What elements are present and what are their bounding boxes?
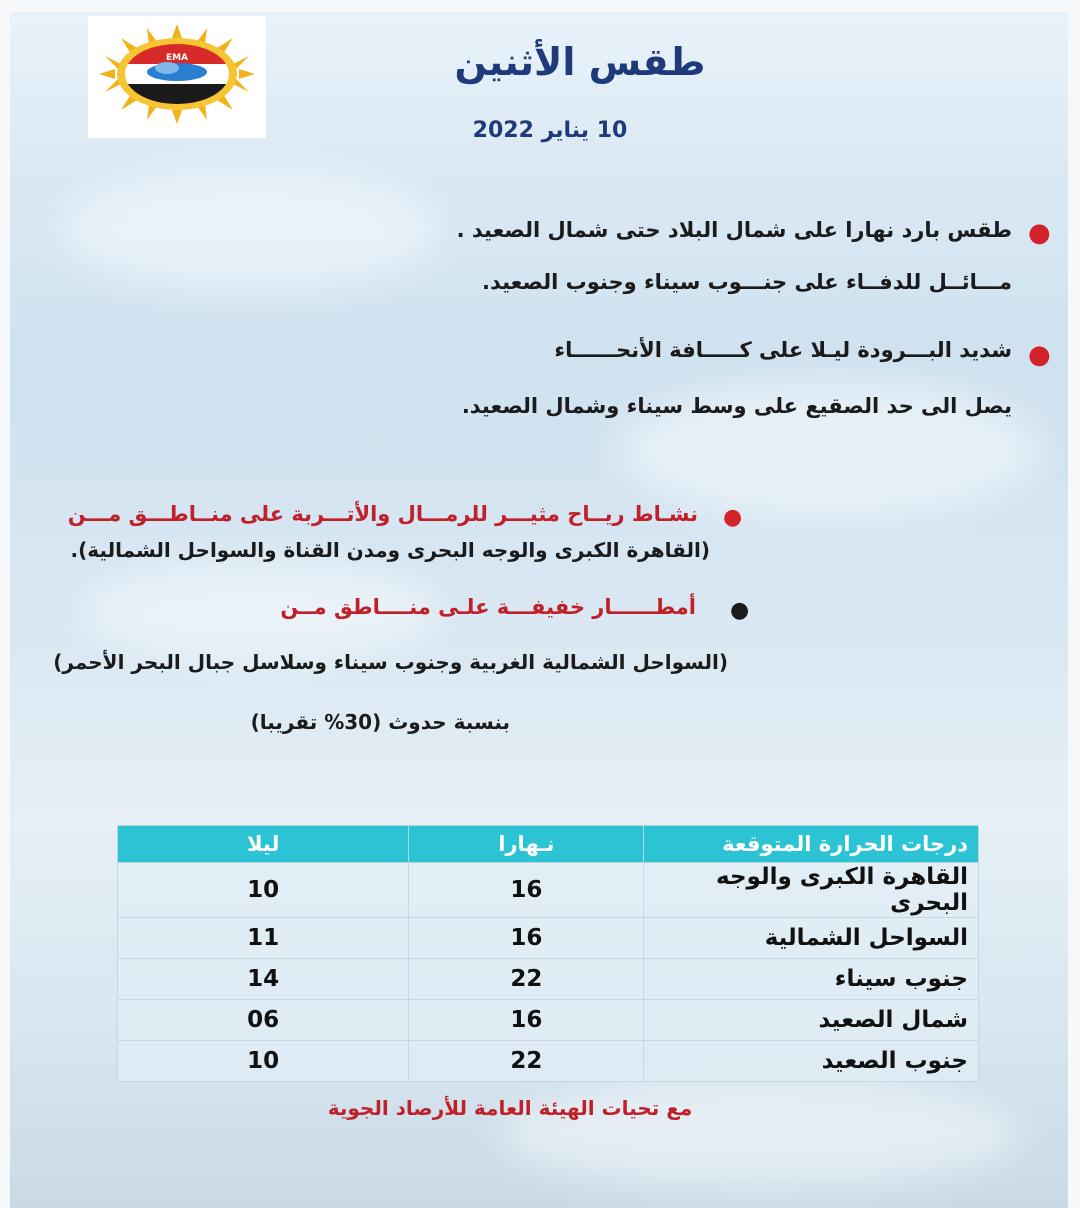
forecast-date: 10 يناير 2022 xyxy=(472,118,628,143)
region-cell: جنوب سيناء xyxy=(644,959,979,1000)
wind-warning-line1: نشـاط ريــاح مثيـــر للرمـــال والأتـــربة على منــاطـــق مـــن xyxy=(67,502,698,526)
frame-top xyxy=(0,0,1080,12)
bullet-icon: ● xyxy=(1028,340,1051,370)
rain-warning-line1: أمطــــــار خفيفـــة علـى منــــاطق مــن xyxy=(280,595,696,619)
rain-probability: بنسبة حدوث (30% تقريبا) xyxy=(250,710,510,734)
region-cell: جنوب الصعيد xyxy=(644,1041,979,1082)
day-temp-cell: 16 xyxy=(409,1000,644,1041)
table-row xyxy=(118,918,979,959)
cloud xyxy=(60,170,440,290)
table-header-row xyxy=(118,826,979,863)
region-cell: شمال الصعيد xyxy=(644,1000,979,1041)
forecast-2-line2: يصل الى حد الصقيع على وسط سيناء وشمال الصعيد. xyxy=(461,394,1012,418)
ema-logo xyxy=(88,16,266,138)
bullet-icon: ● xyxy=(730,598,750,623)
footer-greeting: مع تحيات الهيئة العامة للأرصاد الجوية xyxy=(327,1096,693,1120)
table-row xyxy=(118,959,979,1000)
forecast-1-line1: طقس بارد نهارا على شمال البلاد حتى شمال الصعيد . xyxy=(456,218,1012,242)
night-temp-cell: 10 xyxy=(118,1041,409,1082)
table-row xyxy=(118,1000,979,1041)
header-day: نـهارا xyxy=(409,826,644,863)
frame-left xyxy=(0,0,10,1208)
region-cell: السواحل الشمالية xyxy=(644,918,979,959)
day-temp-cell: 22 xyxy=(409,1041,644,1082)
frame-right xyxy=(1068,0,1080,1208)
day-temp-cell: 16 xyxy=(409,863,644,918)
page-title: طقس الأثنين xyxy=(454,40,706,84)
temperature-table xyxy=(117,825,979,1082)
region-cell: القاهرة الكبرى والوجه البحرى xyxy=(644,863,979,918)
day-temp-cell: 16 xyxy=(409,918,644,959)
night-temp-cell: 14 xyxy=(118,959,409,1000)
night-temp-cell: 11 xyxy=(118,918,409,959)
forecast-2-line1: شديد البـــرودة ليـلا على كـــــافة الأنحــــــاء xyxy=(554,338,1012,362)
night-temp-cell: 06 xyxy=(118,1000,409,1041)
table-row xyxy=(118,1041,979,1082)
svg-text:EMA: EMA xyxy=(165,53,189,63)
header-region: درجات الحرارة المتوقعة xyxy=(644,826,979,863)
forecast-1-line2: مـــائــل للدفــاء على جنـــوب سيناء وجنوب الصعيد. xyxy=(481,270,1012,294)
day-temp-cell: 22 xyxy=(409,959,644,1000)
header-night: ليلا xyxy=(118,826,409,863)
bullet-icon: ● xyxy=(723,505,743,530)
night-temp-cell: 10 xyxy=(118,863,409,918)
bullet-icon: ● xyxy=(1028,218,1051,248)
rain-warning-line2: (السواحل الشمالية الغربية وجنوب سيناء وسلاسل جبال البحر الأحمر) xyxy=(53,650,728,674)
table-row xyxy=(118,863,979,918)
wind-warning-line2: (القاهرة الكبرى والوجه البحرى ومدن القناة والسواحل الشمالية). xyxy=(70,538,710,562)
ema-logo-icon xyxy=(88,16,266,138)
